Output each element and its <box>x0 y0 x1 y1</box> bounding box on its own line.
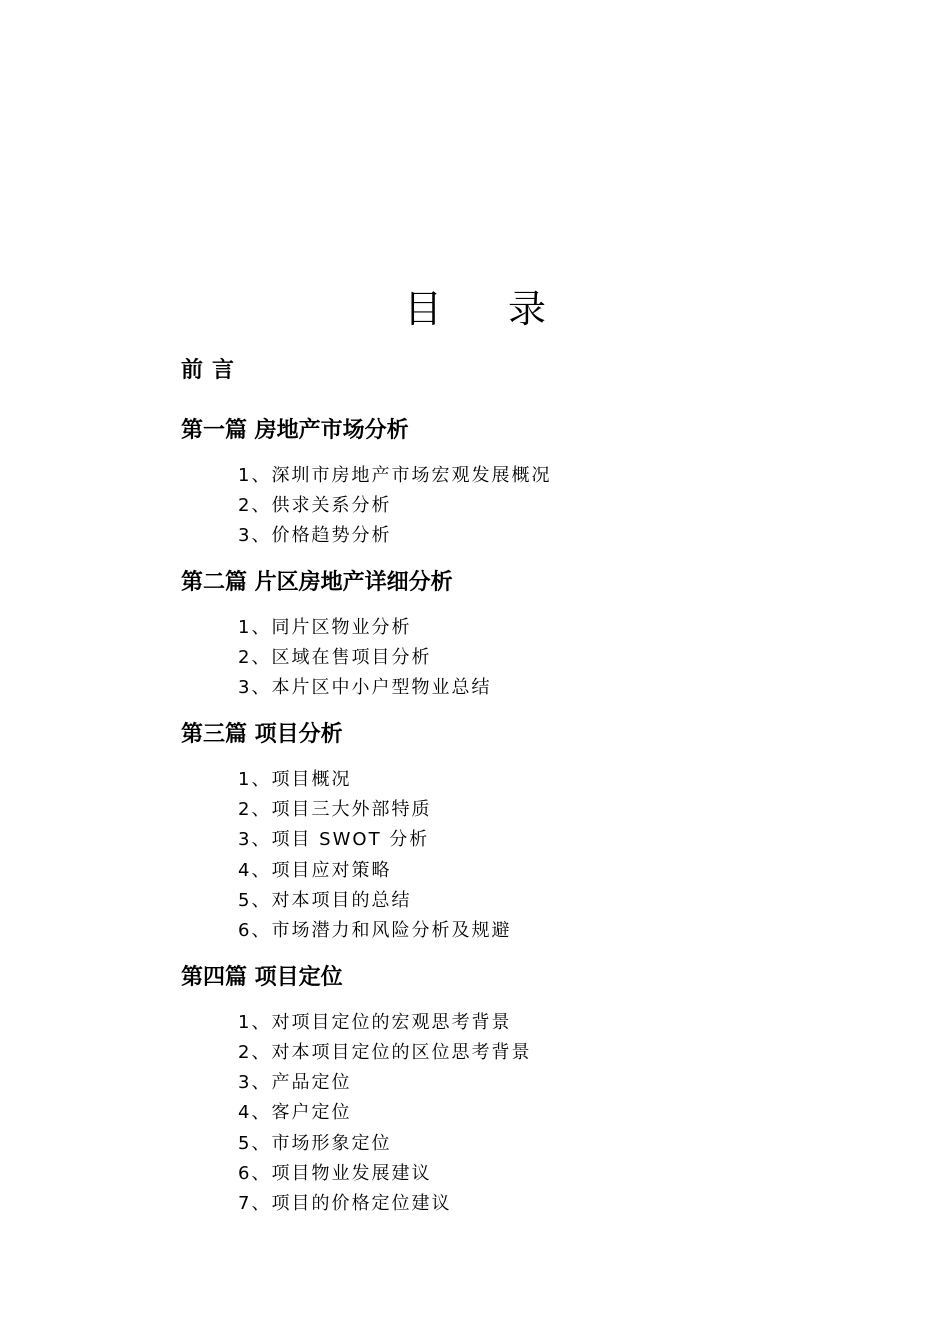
toc-part-2-item-1: 1、同片区物业分析 <box>238 617 412 638</box>
toc-part-4-title: 第四篇 项目定位 <box>181 965 343 990</box>
toc-part-3-item-5: 5、对本项目的总结 <box>238 890 412 911</box>
toc-part-3-item-2: 2、项目三大外部特质 <box>238 799 432 820</box>
toc-part-1-title: 第一篇 房地产市场分析 <box>181 418 409 443</box>
toc-part-4-item-6: 6、项目物业发展建议 <box>238 1163 432 1184</box>
toc-part-4-item-3: 3、产品定位 <box>238 1072 352 1093</box>
toc-part-4-item-4: 4、客户定位 <box>238 1102 352 1123</box>
toc-title-char-2: 录 <box>507 287 546 331</box>
toc-part-1-item-1: 1、深圳市房地产市场宏观发展概况 <box>238 465 552 486</box>
toc-part-2-item-3: 3、本片区中小户型物业总结 <box>238 677 492 698</box>
toc-preface: 前言 <box>181 358 244 383</box>
toc-title-char-1: 目 <box>403 287 442 331</box>
toc-part-3-title: 第三篇 项目分析 <box>181 722 343 747</box>
toc-part-3-item-3: 3、项目 SWOT 分析 <box>238 829 430 850</box>
toc-title <box>0 283 950 335</box>
toc-part-4-item-2: 2、对本项目定位的区位思考背景 <box>238 1042 532 1063</box>
toc-part-4-item-7: 7、项目的价格定位建议 <box>238 1193 452 1214</box>
toc-part-4-item-1: 1、对项目定位的宏观思考背景 <box>238 1012 512 1033</box>
toc-part-4-item-5: 5、市场形象定位 <box>238 1133 392 1154</box>
toc-part-3-item-1: 1、项目概况 <box>238 769 352 790</box>
toc-part-2-item-2: 2、区域在售项目分析 <box>238 647 432 668</box>
toc-part-2-title: 第二篇 片区房地产详细分析 <box>181 570 453 595</box>
toc-part-3-item-4: 4、项目应对策略 <box>238 860 392 881</box>
toc-part-1-item-3: 3、价格趋势分析 <box>238 525 392 546</box>
toc-part-3-item-6: 6、市场潜力和风险分析及规避 <box>238 920 512 941</box>
toc-part-1-item-2: 2、供求关系分析 <box>238 495 392 516</box>
